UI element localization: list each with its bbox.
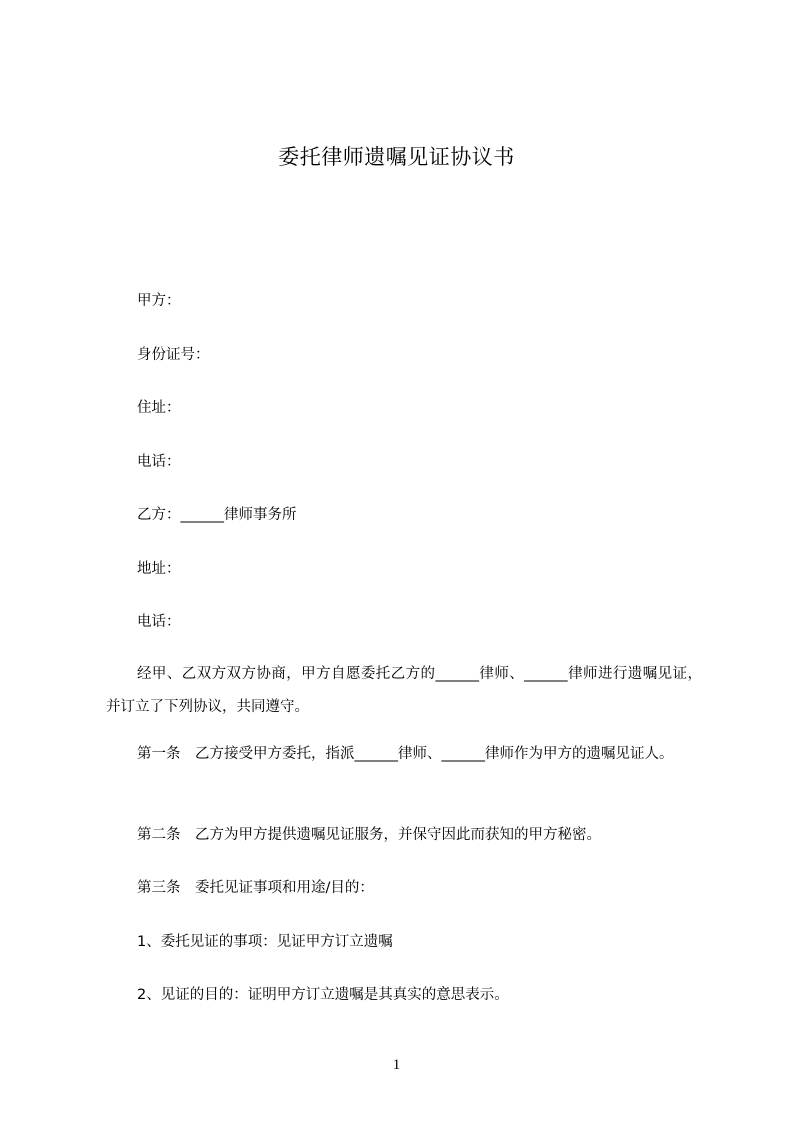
- party-a-label: 甲方：: [137, 293, 181, 309]
- party-b-address-label: 地址：: [137, 561, 181, 577]
- party-b-phone-label: 电话：: [137, 614, 181, 630]
- party-a-phone-label: 电话：: [137, 454, 181, 470]
- party-a-id-label: 身份证号：: [137, 347, 210, 363]
- intro-paragraph: 经甲、乙双方双方协商，甲方自愿委托乙方的______律师、______律师进行遗嘱见证，并订立了下列协议，共同遵守。: [106, 666, 702, 715]
- item-2: 2、见证的目的：证明甲方订立遗嘱是其真实的意思表示。: [137, 987, 509, 1003]
- article-2: 第二条 乙方为甲方提供遗嘱见证服务，并保守因此而获知的甲方秘密。: [137, 827, 601, 843]
- item-1: 1、委托见证的事项：见证甲方订立遗嘱: [137, 934, 393, 950]
- party-b-label: 乙方：______律师事务所: [137, 507, 297, 523]
- article-3: 第三条 委托见证事项和用途/目的：: [137, 880, 374, 896]
- page-number: 1: [392, 1057, 401, 1073]
- document-title: 委托律师遗嘱见证协议书: [278, 145, 515, 169]
- party-a-address-label: 住址：: [137, 400, 181, 416]
- article-1: 第一条 乙方接受甲方委托，指派______律师、______律师作为甲方的遗嘱见证人。: [137, 746, 674, 762]
